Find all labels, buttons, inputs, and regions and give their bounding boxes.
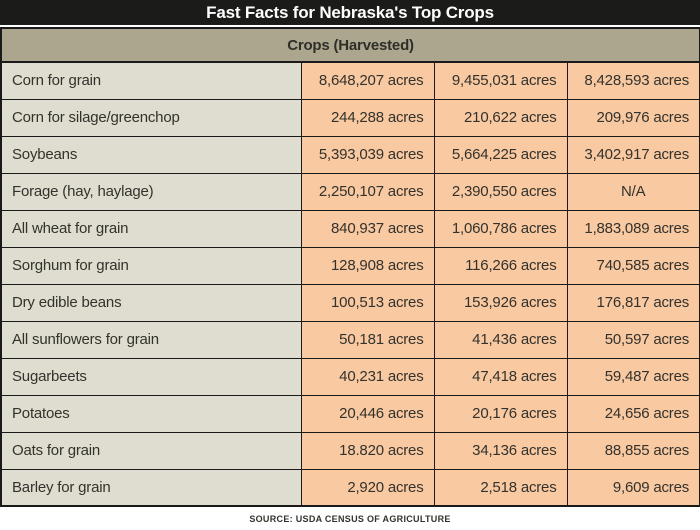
acreage-value-cell: 244,288 acres (301, 99, 434, 136)
acreage-value-cell: 5,664,225 acres (434, 136, 567, 173)
table-row (1, 247, 700, 284)
acreage-value-cell: 5,393,039 acres (301, 136, 434, 173)
table-row (1, 99, 700, 136)
source-bar (0, 507, 700, 530)
acreage-value-cell: 9,455,031 acres (434, 62, 567, 99)
acreage-value-cell: 8,428,593 acres (567, 62, 700, 99)
crop-name-cell: Sorghum for grain (1, 247, 301, 284)
acreage-value-cell: 88,855 acres (567, 432, 700, 469)
acreage-value-cell: 153,926 acres (434, 284, 567, 321)
table-row (1, 321, 700, 358)
table-row (1, 432, 700, 469)
acreage-value-cell: 1,060,786 acres (434, 210, 567, 247)
table-header-row (1, 28, 700, 62)
acreage-value-cell: 20,446 acres (301, 395, 434, 432)
source-note: SOURCE: USDA CENSUS OF AGRICULTURE (249, 513, 451, 524)
crop-name-cell: All wheat for grain (1, 210, 301, 247)
table-row (1, 136, 700, 173)
acreage-value-cell: 2,250,107 acres (301, 173, 434, 210)
acreage-value-cell: 50,181 acres (301, 321, 434, 358)
table-row (1, 395, 700, 432)
table-row (1, 210, 700, 247)
crop-name-cell: All sunflowers for grain (1, 321, 301, 358)
table-row (1, 62, 700, 99)
acreage-value-cell: 210,622 acres (434, 99, 567, 136)
figure-title-bar (0, 0, 700, 25)
acreage-value-cell: 9,609 acres (567, 469, 700, 506)
acreage-value-cell: 24,656 acres (567, 395, 700, 432)
crop-name-cell: Corn for grain (1, 62, 301, 99)
acreage-value-cell: 740,585 acres (567, 247, 700, 284)
crop-name-cell: Barley for grain (1, 469, 301, 506)
crop-name-cell: Corn for silage/greenchop (1, 99, 301, 136)
table-row (1, 284, 700, 321)
acreage-value-cell: 34,136 acres (434, 432, 567, 469)
acreage-value-cell: 47,418 acres (434, 358, 567, 395)
acreage-value-cell: 100,513 acres (301, 284, 434, 321)
crop-name-cell: Soybeans (1, 136, 301, 173)
crop-name-cell: Potatoes (1, 395, 301, 432)
group-header: Crops (Harvested) (1, 28, 700, 62)
table-row (1, 358, 700, 395)
crop-name-cell: Forage (hay, haylage) (1, 173, 301, 210)
crops-table-body (1, 62, 700, 506)
acreage-value-cell: 59,487 acres (567, 358, 700, 395)
acreage-value-cell: 40,231 acres (301, 358, 434, 395)
crop-name-cell: Sugarbeets (1, 358, 301, 395)
acreage-value-cell: 2,920 acres (301, 469, 434, 506)
acreage-value-cell: 2,390,550 acres (434, 173, 567, 210)
acreage-value-cell: 116,266 acres (434, 247, 567, 284)
acreage-value-cell: 20,176 acres (434, 395, 567, 432)
crops-table (0, 27, 700, 507)
table-row (1, 173, 700, 210)
acreage-value-cell: 41,436 acres (434, 321, 567, 358)
acreage-value-cell: 2,518 acres (434, 469, 567, 506)
acreage-value-cell: 176,817 acres (567, 284, 700, 321)
crop-name-cell: Dry edible beans (1, 284, 301, 321)
acreage-value-cell: 209,976 acres (567, 99, 700, 136)
table-row (1, 469, 700, 506)
acreage-value-cell: N/A (567, 173, 700, 210)
crop-name-cell: Oats for grain (1, 432, 301, 469)
acreage-value-cell: 840,937 acres (301, 210, 434, 247)
figure-title: Fast Facts for Nebraska's Top Crops (206, 3, 494, 22)
acreage-value-cell: 8,648,207 acres (301, 62, 434, 99)
acreage-value-cell: 18.820 acres (301, 432, 434, 469)
acreage-value-cell: 3,402,917 acres (567, 136, 700, 173)
acreage-value-cell: 1,883,089 acres (567, 210, 700, 247)
acreage-value-cell: 50,597 acres (567, 321, 700, 358)
acreage-value-cell: 128,908 acres (301, 247, 434, 284)
